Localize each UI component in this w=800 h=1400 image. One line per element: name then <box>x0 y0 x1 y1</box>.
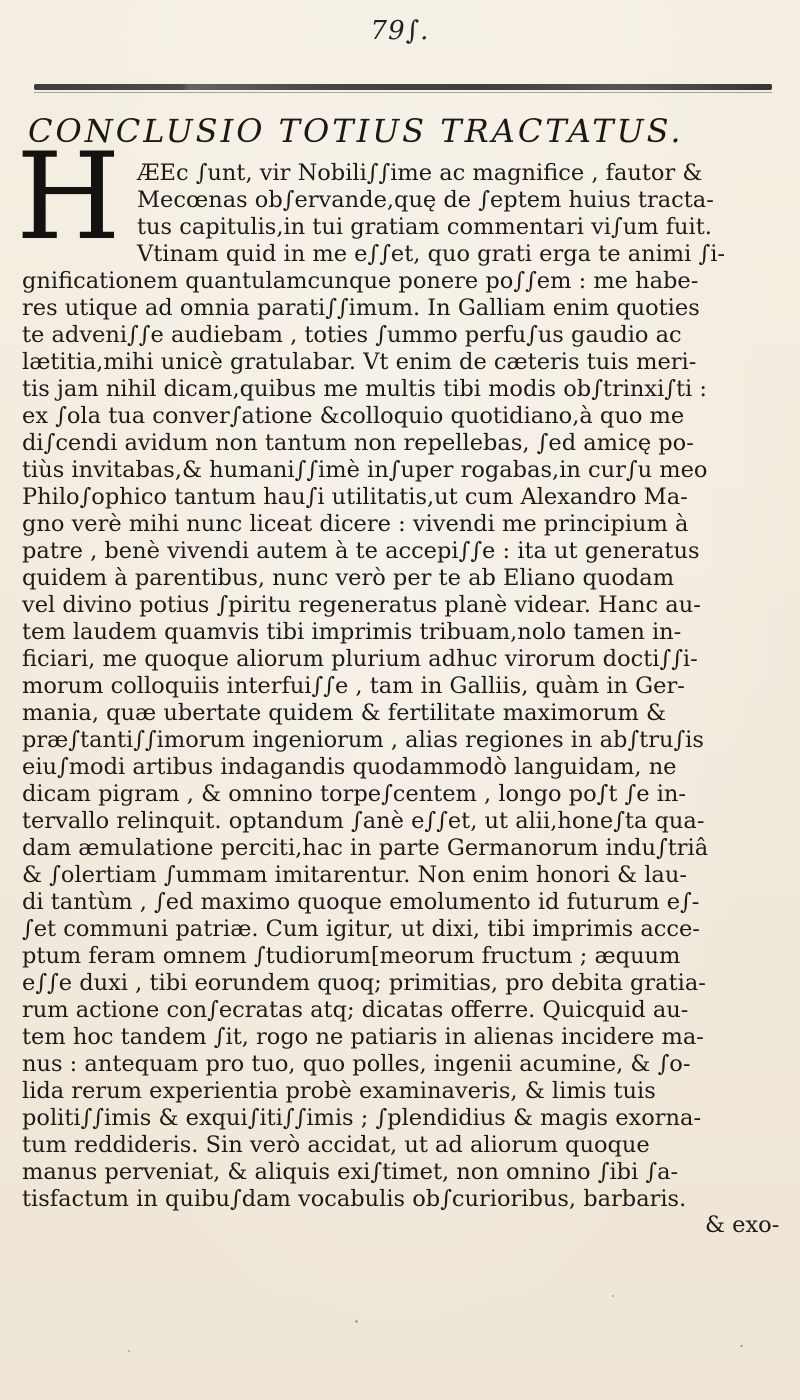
text-line: patre , benè vivendi autem à te accepi∫∫e : ita ut generatus <box>22 538 700 564</box>
text-line: tum reddideris. Sin verò accidat, ut ad aliorum quoque <box>22 1132 650 1158</box>
text-line: gno verè mihi nunc liceat dicere : vivendi me principium à <box>22 511 689 537</box>
paper-speck <box>612 1295 614 1297</box>
text-line: lætitia,mihi unicè gratulabar. Vt enim de cæteris tuis meri- <box>22 349 697 375</box>
text-line: tiùs invitabas,& humani∫∫imè in∫uper rogabas,in cur∫u meo <box>22 457 708 483</box>
page-number: 79∫. <box>370 16 430 46</box>
text-line: te adveni∫∫e audiebam , toties ∫ummo perfu∫us gaudio ac <box>22 322 682 348</box>
text-line: politi∫∫imis & exqui∫iti∫∫imis ; ∫plendidius & magis exorna- <box>22 1105 702 1131</box>
text-line: tervallo relinquit. optandum ∫anè e∫∫et, ut alii,hone∫ta qua- <box>22 808 705 834</box>
text-line: gnificationem quantulamcunque ponere po∫∫em : me habe- <box>22 268 699 294</box>
catchword: & exo- <box>705 1212 780 1238</box>
paper-speck <box>128 1350 130 1352</box>
text-line: tisfactum in quibu∫dam vocabulis ob∫curioribus, barbaris. <box>22 1186 687 1212</box>
text-line: tem hoc tandem ∫it, rogo ne patiaris in alienas incidere ma- <box>22 1024 704 1050</box>
text-line: Mecœnas ob∫ervande,quę de ∫eptem huius tracta- <box>137 187 714 213</box>
text-line: vel divino potius ∫piritu regeneratus planè videar. Hanc au- <box>22 592 701 618</box>
text-line: morum colloquiis interfui∫∫e , tam in Galliis, quàm in Ger- <box>22 673 685 699</box>
text-line: Philo∫ophico tantum hau∫i utilitatis,ut cum Alexandro Ma- <box>22 484 688 510</box>
text-line: mania, quæ ubertate quidem & fertilitate maximorum & <box>22 700 667 726</box>
text-line: eiu∫modi artibus indagandis quodammodò languidam, ne <box>22 754 677 780</box>
text-line: quidem à parentibus, nunc verò per te ab Eliano quodam <box>22 565 675 591</box>
text-line: ∫et communi patriæ. Cum igitur, ut dixi, tibi imprimis acce- <box>22 916 700 942</box>
text-line: lida rerum experientia probè examinaveris, & limis tuis <box>22 1078 656 1104</box>
text-line: dam æmulatione perciti,hac in parte Germanorum indu∫triâ <box>22 835 709 861</box>
text-line: dicam pigram , & omnino torpe∫centem , longo po∫t ∫e in- <box>22 781 687 807</box>
text-line: nus : antequam pro tuo, quo polles, ingenii acumine, & ∫o- <box>22 1051 691 1077</box>
text-line: e∫∫e duxi , tibi eorundem quoq; primitias, pro debita gratia- <box>22 970 706 996</box>
text-line: ÆEc ∫unt, vir Nobili∫∫ime ac magnifice , fautor & <box>137 160 703 186</box>
text-line: ptum feram omnem ∫tudiorum[meorum fructum ; æquum <box>22 943 681 969</box>
text-line: tem laudem quamvis tibi imprimis tribuam,nolo tamen in- <box>22 619 682 645</box>
drop-cap-initial: H <box>16 128 121 267</box>
text-line: ficiari, me quoque aliorum plurium adhuc virorum docti∫∫i- <box>22 646 698 672</box>
paper-speck <box>355 1320 358 1323</box>
text-line: Vtinam quid in me e∫∫et, quo grati erga te animi ∫i- <box>137 241 725 267</box>
text-line: & ∫olertiam ∫ummam imitarentur. Non enim honori & lau- <box>22 862 687 888</box>
text-line: tus capitulis,in tui gratiam commentari vi∫um fuit. <box>137 214 712 240</box>
text-line: præ∫tanti∫∫imorum ingeniorum , alias regiones in ab∫tru∫is <box>22 727 704 753</box>
text-line: di∫cendi avidum non tantum non repellebas, ∫ed amicę po- <box>22 430 694 456</box>
paper-speck <box>740 1345 743 1347</box>
text-line: manus perveniat, & aliquis exi∫timet, non omnino ∫ibi ∫a- <box>22 1159 679 1185</box>
chapter-heading: CONCLUSIO TOTIUS TRACTATUS. <box>28 112 684 150</box>
text-line: di tantùm , ∫ed maximo quoque emolumento id futurum e∫- <box>22 889 700 915</box>
text-line: rum actione con∫ecratas atq; dicatas offerre. Quicquid au- <box>22 997 689 1023</box>
header-rule <box>34 84 772 90</box>
text-line: res utique ad omnia parati∫∫imum. In Galliam enim quoties <box>22 295 700 321</box>
text-line: tis jam nihil dicam,quibus me multis tibi modis ob∫trinxi∫ti : <box>22 376 707 402</box>
text-line: ex ∫ola tua conver∫atione &colloquio quotidiano,à quo me <box>22 403 685 429</box>
